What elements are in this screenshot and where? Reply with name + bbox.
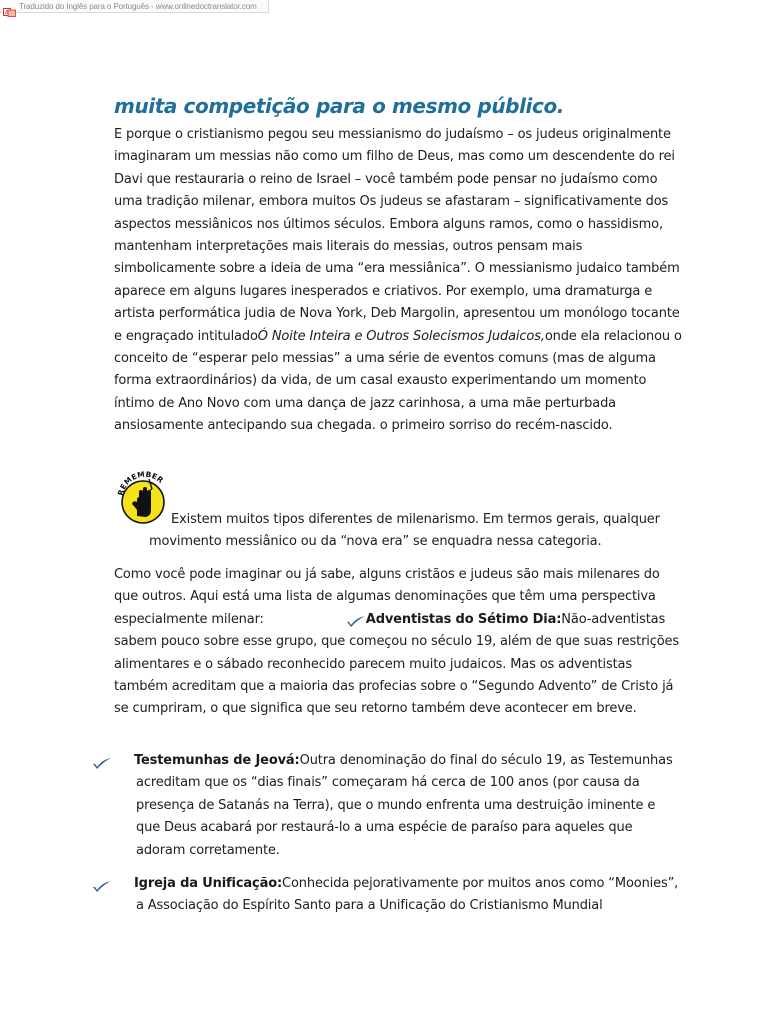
list-item-text: Outra denominação do final do século 19, as Testemunhas acreditam que os “dias finais” começaram há cerca de 100 anos (por causa da presença de Satanás na Terra), que o mundo enfrenta uma destruição iminente e que Deus acabará por restaurá-lo a uma espécie de paraíso para aqueles que adoram corretamente.: [136, 753, 673, 858]
list-item: [114, 873, 680, 918]
list-item: [114, 750, 680, 862]
paragraph-text: E porque o cristianismo pegou seu messianismo do judaísmo – os judeus originalmente imaginaram um messias não como um filho de Deus, mas como um descendente do rei Davi que restauraria o reino de Israel – você também pode pensar no judaísmo como uma tradição milenar, embora muitos Os judeus se afastaram – significativamente dos aspectos messiânicos nos últimos séculos. Embora alguns ramos, como o hassidismo, mantenham interpretações mais literais do messias, outros pensam mais simbolicamente sobre a ideia de uma “era messiânica”. O messianismo judaico também aparece em alguns lugares inesperados e criativos. Por exemplo, uma dramaturga e artista performática judia de Nova York, Deb Margolin, apresentou um monólogo tocante e engraçado intitulado: [114, 127, 680, 344]
list-item-title: Igreja da Unificação:: [134, 876, 283, 891]
remember-note: Existem muitos tipos diferentes de milenarismo. Em termos gerais, qualquer movimento messiânico ou da “nova era” se enquadra nessa categoria.: [149, 512, 660, 550]
body-paragraph-2: [114, 564, 684, 721]
svg-text:A: A: [4, 9, 9, 16]
list-item-title: Adventistas do Sétimo Dia:: [365, 611, 562, 627]
check-icon: [114, 755, 134, 767]
translator-banner[interactable]: [0, 0, 269, 16]
paragraph-2-text: Como você pode imaginar ou já sabe, alguns cristãos e judeus são mais milenares do que outros. Aqui está uma lista de algumas denominações que têm uma perspectiva especialmente milenar:: [114, 567, 660, 627]
check-icon: [346, 613, 366, 625]
paragraph-text-continued: onde ela relacionou o conceito de “esperar pelo messias” a uma série de eventos comuns (mas de alguma forma extraordinários) da vida, de um casal exausto experimentando um momento íntimo de Ano Novo com uma dança de jazz carinhosa, a uma mãe perturbada ansiosamente antecipando sua chegada. o primeiro sorriso do recém-nascido.: [114, 328, 682, 434]
list-item-text: Conhecida pejorativamente por muitos anos como “Moonies”, a Associação do Espírito Santo para a Unificação do Cristianismo Mundial: [136, 876, 679, 914]
translator-logo-icon: [3, 2, 16, 16]
check-icon: [114, 878, 134, 890]
list-item-title: Testemunhas de Jeová:: [134, 753, 300, 768]
italic-title: Ó Noite Inteira e Outros Solecismos Judaicos,: [257, 328, 545, 344]
body-paragraph-1: [114, 124, 684, 438]
list-item-text: Não-adventistas sabem pouco sobre esse grupo, que começou no século 19, além de que suas restrições alimentares e o sábado reconhecido parecem muito judaicos. Mas os adventistas também acreditam que a maioria das profecias sobre o “Segundo Advento” de Cristo já se cumpriram, o que significa que seu retorno também deve acontecer em breve.: [114, 611, 680, 717]
section-heading: muita competição para o mesmo público.: [114, 94, 565, 118]
remember-label: REMEMBER: [116, 470, 166, 497]
translator-banner-text[interactable]: Traduzido do Inglês para o Português - www.onlinedoctranslator.com: [19, 1, 257, 11]
